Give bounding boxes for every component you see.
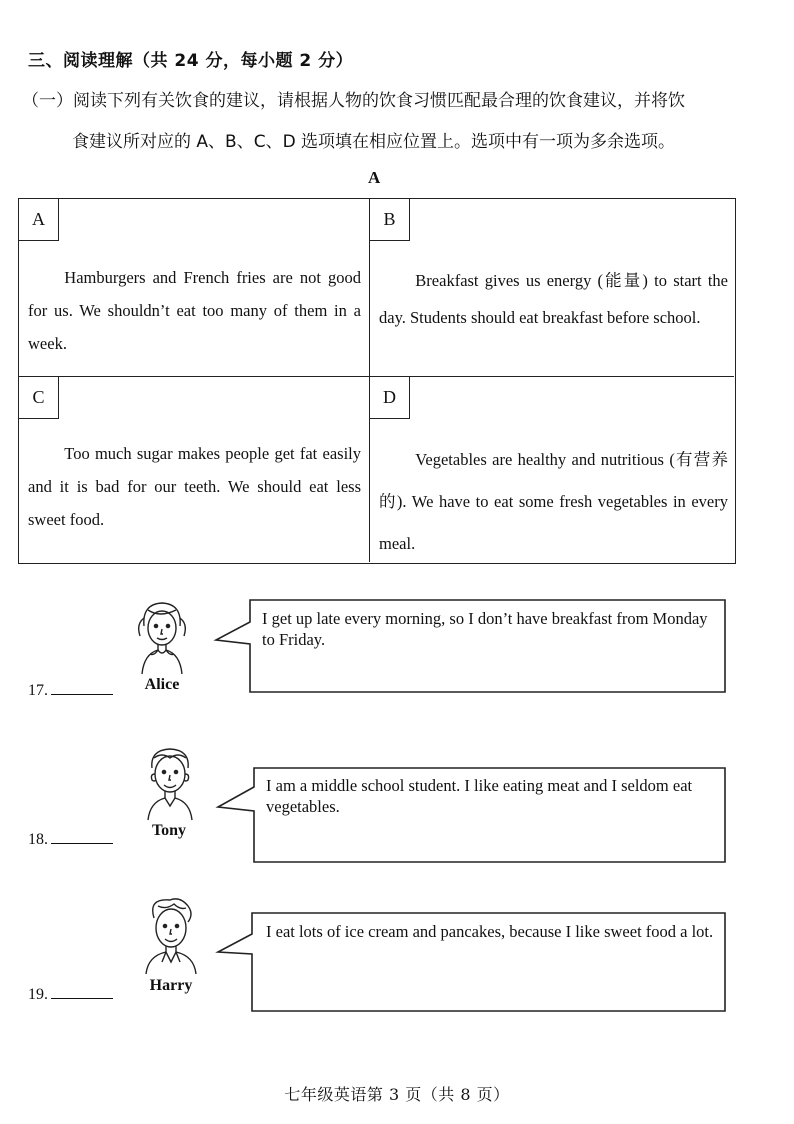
option-cell-c (19, 377, 370, 562)
question-18 (28, 829, 113, 849)
character-name: Alice (144, 676, 180, 693)
answer-blank[interactable] (51, 984, 113, 999)
option-text: Breakfast gives us energy (能量) to start the day. Students should eat breakfast before school. (379, 271, 728, 327)
instruction-line-2: 食建议所对应的 A、B、C、D 选项填在相应位置上。选项中有一项为多余选项。 (72, 132, 676, 152)
answer-blank[interactable] (51, 680, 113, 695)
boy-portrait-icon (140, 896, 202, 976)
speech-text: I am a middle school student. I like eating meat and I seldom eat vegetables. (266, 776, 693, 816)
boy-portrait-icon (140, 744, 200, 822)
option-cell-b (370, 199, 734, 377)
speech-text: I get up late every morning, so I don’t have breakfast from Monday to Friday. (262, 609, 708, 649)
girl-portrait-icon (130, 598, 194, 676)
options-table (18, 198, 736, 564)
option-text: Vegetables are healthy and nutritious (有营养的). We have to eat some fresh vegetables in every meal. (379, 450, 728, 553)
option-letter: A (19, 199, 59, 241)
passage-title: A (368, 168, 381, 187)
question-number: 19. (28, 986, 48, 1003)
option-letter: D (370, 377, 410, 419)
answer-blank[interactable] (51, 829, 113, 844)
option-text: Hamburgers and French fries are not good for us. We shouldn’t eat too many of them in a week. (28, 268, 361, 353)
instruction-line-1: （一）阅读下列有关饮食的建议，请根据人物的饮食习惯匹配最合理的饮食建议，并将饮 (22, 91, 685, 111)
page-footer: 七年级英语第 3 页（共 8 页） (284, 1085, 510, 1104)
option-letter: B (370, 199, 410, 241)
question-19 (28, 984, 113, 1004)
option-letter: C (19, 377, 59, 419)
character-name: Tony (151, 822, 187, 839)
character-name: Harry (149, 977, 193, 994)
option-cell-d (370, 377, 734, 562)
question-number: 18. (28, 831, 48, 848)
question-17 (28, 680, 113, 700)
section-title: 三、阅读理解（共 24 分，每小题 2 分） (28, 51, 354, 71)
question-number: 17. (28, 682, 48, 699)
option-text: Too much sugar makes people get fat easily and it is bad for our teeth. We should eat less sweet food. (28, 444, 361, 529)
option-cell-a (19, 199, 370, 377)
speech-text: I eat lots of ice cream and pancakes, because I like sweet food a lot. (266, 922, 714, 941)
